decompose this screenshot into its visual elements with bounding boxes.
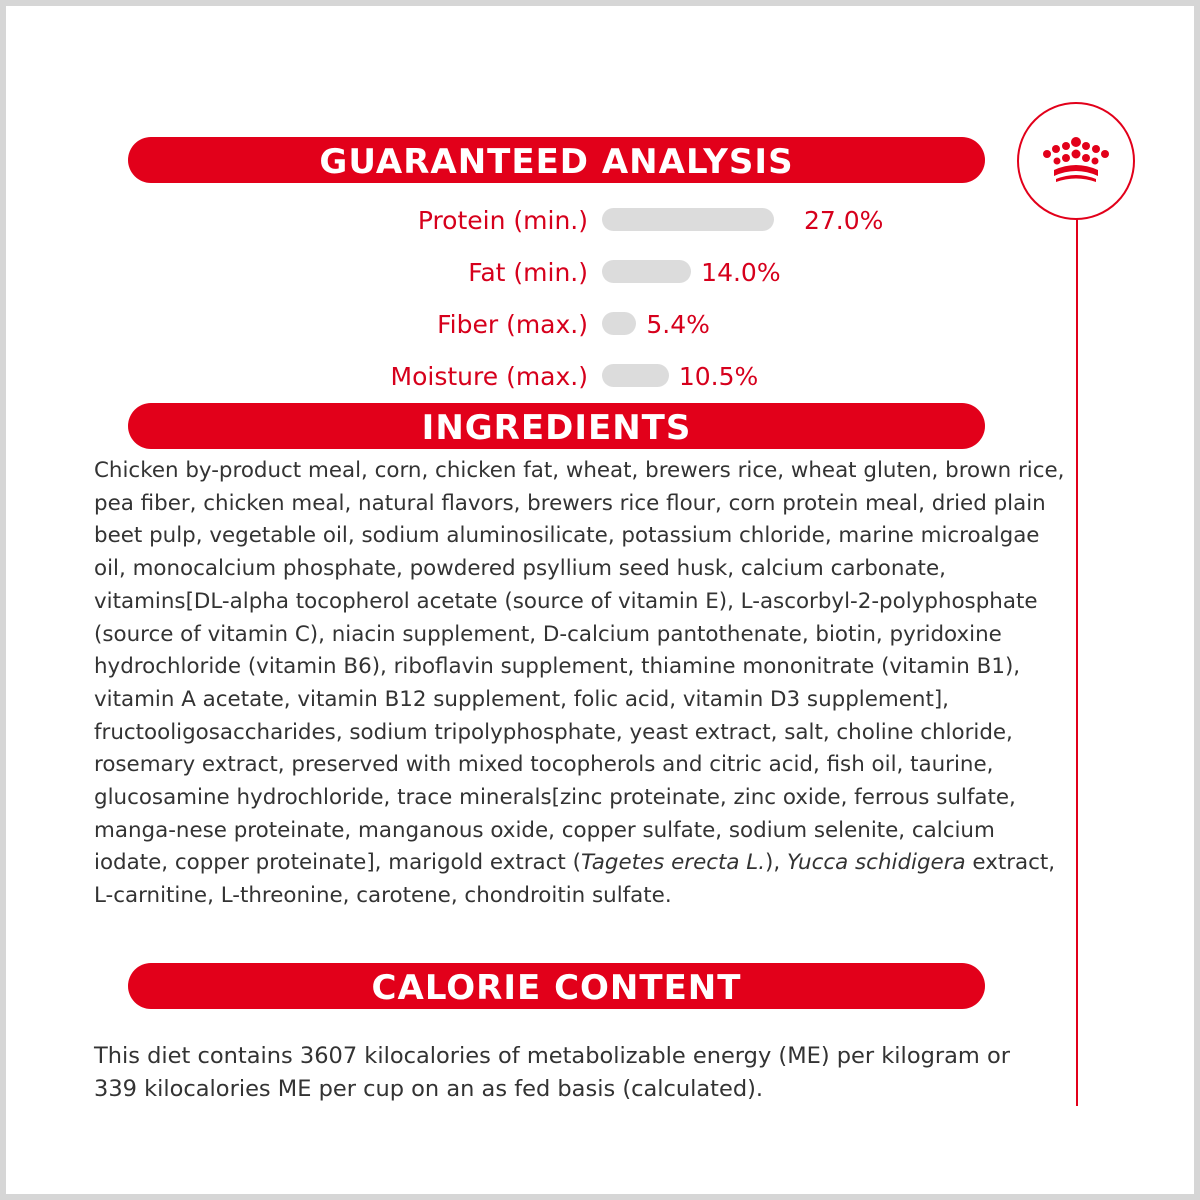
analysis-label: Fat (min.) xyxy=(468,258,588,287)
brand-logo xyxy=(1017,102,1135,220)
analysis-value: 5.4% xyxy=(646,310,710,339)
ingredients-text-part: extract, L-carnitine, L-threonine, carotene, chondroitin sulfate. xyxy=(94,850,1056,909)
analysis-bar xyxy=(602,208,774,231)
analysis-label: Moisture (max.) xyxy=(390,362,588,391)
analysis-bar xyxy=(602,260,691,283)
brand-vertical-line xyxy=(1076,218,1078,1106)
guaranteed-analysis-banner: GUARANTEED ANALYSIS xyxy=(128,137,985,183)
analysis-value: 14.0% xyxy=(701,258,781,287)
ingredients-banner: INGREDIENTS xyxy=(128,403,985,449)
analysis-value: 10.5% xyxy=(678,362,759,391)
analysis-bar xyxy=(602,312,636,335)
ingredients-text xyxy=(94,455,1069,913)
analysis-label: Fiber (max.) xyxy=(437,310,588,339)
analysis-value: 27.0% xyxy=(804,206,884,235)
ingredients-italic-name: Tagetes erecta L. xyxy=(580,850,765,876)
calorie-text: This diet contains 3607 kilocalories of metabolizable energy (ME) per kilogram or 339 kilocalories ME per cup on an as fed basis (calculated). xyxy=(94,1043,1010,1102)
ingredients-italic-name: Yucca schidigera xyxy=(786,850,966,876)
analysis-label: Protein (min.) xyxy=(417,206,588,235)
calorie-content-banner: CALORIE CONTENT xyxy=(128,963,985,1009)
ingredients-text-part: Chicken by-product meal, corn, chicken fat, wheat, brewers rice, wheat gluten, brown rice, pea fiber, chicken meal, natural flavors, brewers rice flour, corn protein meal, dried plain beet pulp, vegetable oil, sodium aluminosilicate, potassium chloride, marine microalgae oil, monocalcium phosphate, powdered psyllium seed husk, calcium carbonate, vitamins[DL-alpha tocopherol acetate (source of vitamin E), L-ascorbyl-2-polyphosphate (source of vitamin C), niacin supplement, D-calcium pantothenate, biotin, pyridoxine hydrochloride (vitamin B6), riboflavin supplement, thiamine mononitrate (vitamin B1), vitamin A acetate, vitamin B12 supplement, folic acid, vitamin D3 supplement], fructooligosaccharides, sodium tripolyphosphate, yeast extract, salt, choline chloride, rosemary extract, preserved with mixed tocopherols and citric acid, fish oil, taurine, glucosamine hydrochloride, trace minerals[zinc proteinate, zinc oxide, ferrous sulfate, manga-nese proteinate, manganous oxide, copper sulfate, sodium selenite, calcium iodate, copper proteinate], marigold extract ( xyxy=(94,458,1065,876)
crown-icon xyxy=(1042,134,1110,188)
ingredients-text-part: ), xyxy=(765,850,787,876)
analysis-bar xyxy=(602,364,669,387)
